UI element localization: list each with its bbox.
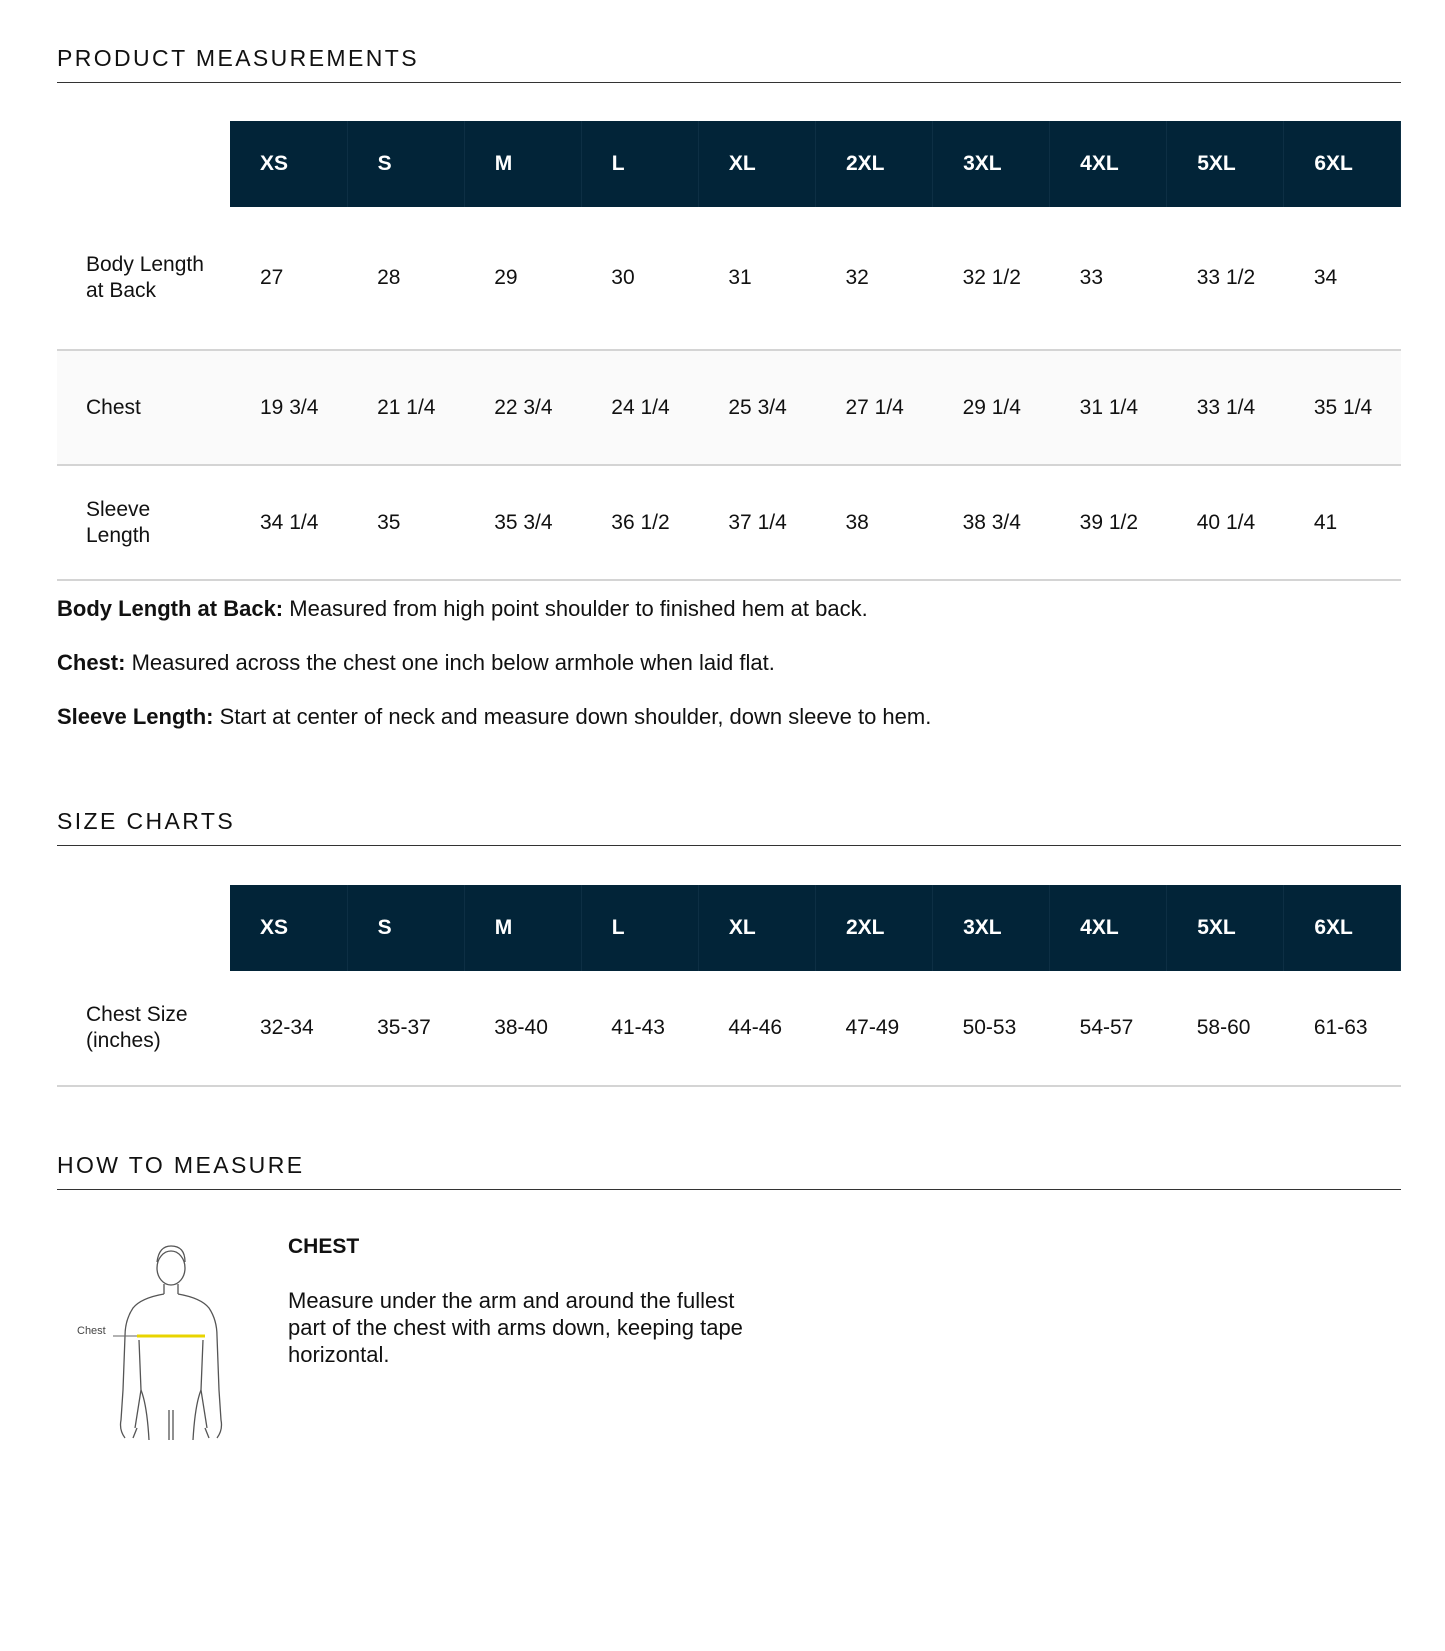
definition-term: Chest: xyxy=(57,650,126,675)
chest-instructions xyxy=(288,1235,768,1368)
size-chart-cell: 47-49 xyxy=(815,971,932,1086)
product-measurements-title: PRODUCT MEASUREMENTS xyxy=(57,44,1401,83)
row-label: Chest Size (inches) xyxy=(57,971,230,1086)
measurement-cell: 38 3/4 xyxy=(933,465,1050,580)
measurement-cell: 34 1/4 xyxy=(230,465,347,580)
measurement-row-sleeve-length xyxy=(57,465,1401,580)
measurement-cell: 41 xyxy=(1284,465,1401,580)
measurement-cell: 27 xyxy=(230,207,347,350)
measurement-cell: 33 1/4 xyxy=(1167,350,1284,465)
size-header-6xl: 6XL xyxy=(1284,885,1401,971)
size-chart-cell: 61-63 xyxy=(1284,971,1401,1086)
size-chart-cell: 35-37 xyxy=(347,971,464,1086)
size-chart-cell: 32-34 xyxy=(230,971,347,1086)
size-header-m: M xyxy=(464,121,581,207)
size-header-xs: XS xyxy=(230,121,347,207)
size-header-m: M xyxy=(464,885,581,971)
definition-text: Start at center of neck and measure down shoulder, down sleeve to hem. xyxy=(213,704,932,729)
size-header-3xl: 3XL xyxy=(933,885,1050,971)
measurement-cell: 34 xyxy=(1284,207,1401,350)
header-blank-cell xyxy=(57,885,230,971)
size-header-xl: XL xyxy=(698,885,815,971)
size-header-6xl: 6XL xyxy=(1284,121,1401,207)
size-header-s: S xyxy=(347,885,464,971)
size-header-5xl: 5XL xyxy=(1167,121,1284,207)
definition-term: Sleeve Length: xyxy=(57,704,214,729)
measurement-cell: 21 1/4 xyxy=(347,350,464,465)
how-to-measure-title: HOW TO MEASURE xyxy=(57,1151,1401,1190)
measurement-cell: 28 xyxy=(347,207,464,350)
size-chart-cell: 54-57 xyxy=(1050,971,1167,1086)
measurement-cell: 31 1/4 xyxy=(1050,350,1167,465)
definition-text: Measured across the chest one inch below armhole when laid flat. xyxy=(125,650,775,675)
size-header-row xyxy=(57,121,1401,207)
size-chart-cell: 58-60 xyxy=(1167,971,1284,1086)
row-label: Chest xyxy=(57,350,230,465)
size-header-4xl: 4XL xyxy=(1050,121,1167,207)
measurement-cell: 35 xyxy=(347,465,464,580)
header-blank-cell xyxy=(57,121,230,207)
measurement-cell: 40 1/4 xyxy=(1167,465,1284,580)
measurement-cell: 29 xyxy=(464,207,581,350)
definition-sleeve-length xyxy=(57,704,1357,730)
size-chart-cell: 41-43 xyxy=(581,971,698,1086)
measurement-cell: 25 3/4 xyxy=(698,350,815,465)
definition-text: Measured from high point shoulder to finished hem at back. xyxy=(283,596,868,621)
measurement-row-chest xyxy=(57,350,1401,465)
size-header-xs: XS xyxy=(230,885,347,971)
size-header-row xyxy=(57,885,1401,971)
measurement-cell: 22 3/4 xyxy=(464,350,581,465)
measurement-cell: 35 1/4 xyxy=(1284,350,1401,465)
chest-instructions-text: Measure under the arm and around the fullest part of the chest with arms down, keeping tape horizontal. xyxy=(288,1288,743,1367)
measurement-cell: 24 1/4 xyxy=(581,350,698,465)
measurement-cell: 19 3/4 xyxy=(230,350,347,465)
measurement-cell: 30 xyxy=(581,207,698,350)
measurement-cell: 37 1/4 xyxy=(698,465,815,580)
row-label: Sleeve Length xyxy=(57,465,230,580)
definition-chest xyxy=(57,650,1357,676)
size-charts-title: SIZE CHARTS xyxy=(57,807,1401,846)
size-header-l: L xyxy=(581,121,698,207)
size-chart-cell: 50-53 xyxy=(933,971,1050,1086)
measurement-cell: 31 xyxy=(698,207,815,350)
row-label: Body Length at Back xyxy=(57,207,230,350)
size-header-s: S xyxy=(347,121,464,207)
measurement-definitions xyxy=(57,596,1357,758)
measurement-cell: 27 1/4 xyxy=(815,350,932,465)
size-chart-cell: 38-40 xyxy=(464,971,581,1086)
measurement-cell: 32 1/2 xyxy=(933,207,1050,350)
size-header-2xl: 2XL xyxy=(815,121,932,207)
size-header-2xl: 2XL xyxy=(815,885,932,971)
measurement-cell: 29 1/4 xyxy=(933,350,1050,465)
measurement-cell: 35 3/4 xyxy=(464,465,581,580)
measurement-cell: 36 1/2 xyxy=(581,465,698,580)
measurement-row-body-length xyxy=(57,207,1401,350)
size-header-5xl: 5XL xyxy=(1167,885,1284,971)
figure-chest-label: Chest xyxy=(77,1325,106,1337)
size-header-4xl: 4XL xyxy=(1050,885,1167,971)
definition-term: Body Length at Back: xyxy=(57,596,284,621)
measurement-cell: 38 xyxy=(815,465,932,580)
chest-instructions-title: CHEST xyxy=(288,1235,360,1258)
body-outline-icon xyxy=(75,1240,235,1450)
size-header-xl: XL xyxy=(698,121,815,207)
chest-measure-figure xyxy=(75,1240,235,1450)
product-measurements-table xyxy=(57,121,1401,581)
size-header-l: L xyxy=(581,885,698,971)
size-chart-cell: 44-46 xyxy=(698,971,815,1086)
measurement-cell: 32 xyxy=(815,207,932,350)
size-chart-row-chest-size xyxy=(57,971,1401,1086)
size-chart-table xyxy=(57,885,1401,1087)
measurement-cell: 33 1/2 xyxy=(1167,207,1284,350)
measurement-cell: 39 1/2 xyxy=(1050,465,1167,580)
size-header-3xl: 3XL xyxy=(933,121,1050,207)
definition-body-length xyxy=(57,596,1357,622)
measurement-cell: 33 xyxy=(1050,207,1167,350)
